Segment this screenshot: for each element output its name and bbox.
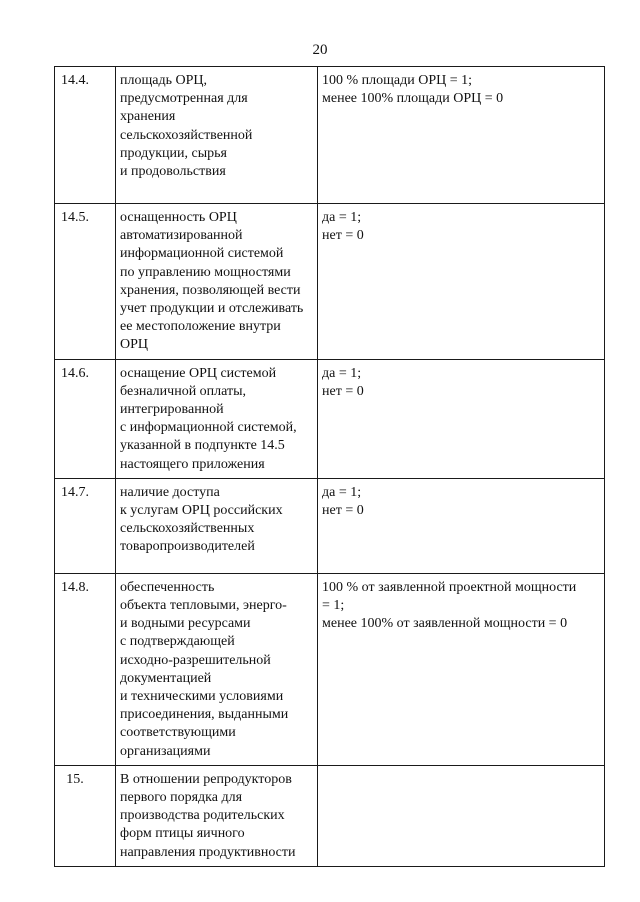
table-row: [55, 204, 605, 360]
score-cell: да = 1; нет = 0: [318, 478, 605, 573]
table-row: [55, 359, 605, 478]
criterion-cell: оснащение ОРЦ системой безналичной оплаты, интегрированной с информационной системой, указанной в подпункте 14.5 настоящего приложения: [116, 359, 318, 478]
row-number: 14.5.: [55, 204, 116, 360]
row-number: 15.: [55, 765, 116, 866]
score-cell: [318, 765, 605, 866]
table-row: [55, 765, 605, 866]
criterion-cell: В отношении репродукторов первого порядка для производства родительских форм птицы яичного направления продуктивности: [116, 765, 318, 866]
criteria-table: [54, 66, 605, 867]
row-number: 14.4.: [55, 67, 116, 204]
score-cell: да = 1; нет = 0: [318, 359, 605, 478]
score-cell: 100 % от заявленной проектной мощности = 1; менее 100% от заявленной мощности = 0: [318, 573, 605, 765]
row-number: 14.8.: [55, 573, 116, 765]
row-number: 14.7.: [55, 478, 116, 573]
score-cell: 100 % площади ОРЦ = 1; менее 100% площади ОРЦ = 0: [318, 67, 605, 204]
table-row: [55, 478, 605, 573]
criterion-cell: наличие доступа к услугам ОРЦ российских сельскохозяйственных товаропроизводителей: [116, 478, 318, 573]
score-cell: да = 1; нет = 0: [318, 204, 605, 360]
criterion-cell: оснащенность ОРЦ автоматизированной информационной системой по управлению мощностями хранения, позволяющей вести учет продукции и отслеживать ее местоположение внутри ОРЦ: [116, 204, 318, 360]
criterion-cell: обеспеченность объекта тепловыми, энерго- и водными ресурсами с подтверждающей исходно-разрешительной документацией и техническими условиями присоединения, выданными соответствующими организациями: [116, 573, 318, 765]
row-number: 14.6.: [55, 359, 116, 478]
criterion-cell: площадь ОРЦ, предусмотренная для хранения сельскохозяйственной продукции, сырья и продовольствия: [116, 67, 318, 204]
page-number: 20: [312, 42, 328, 58]
table-row: [55, 67, 605, 204]
table-row: [55, 573, 605, 765]
